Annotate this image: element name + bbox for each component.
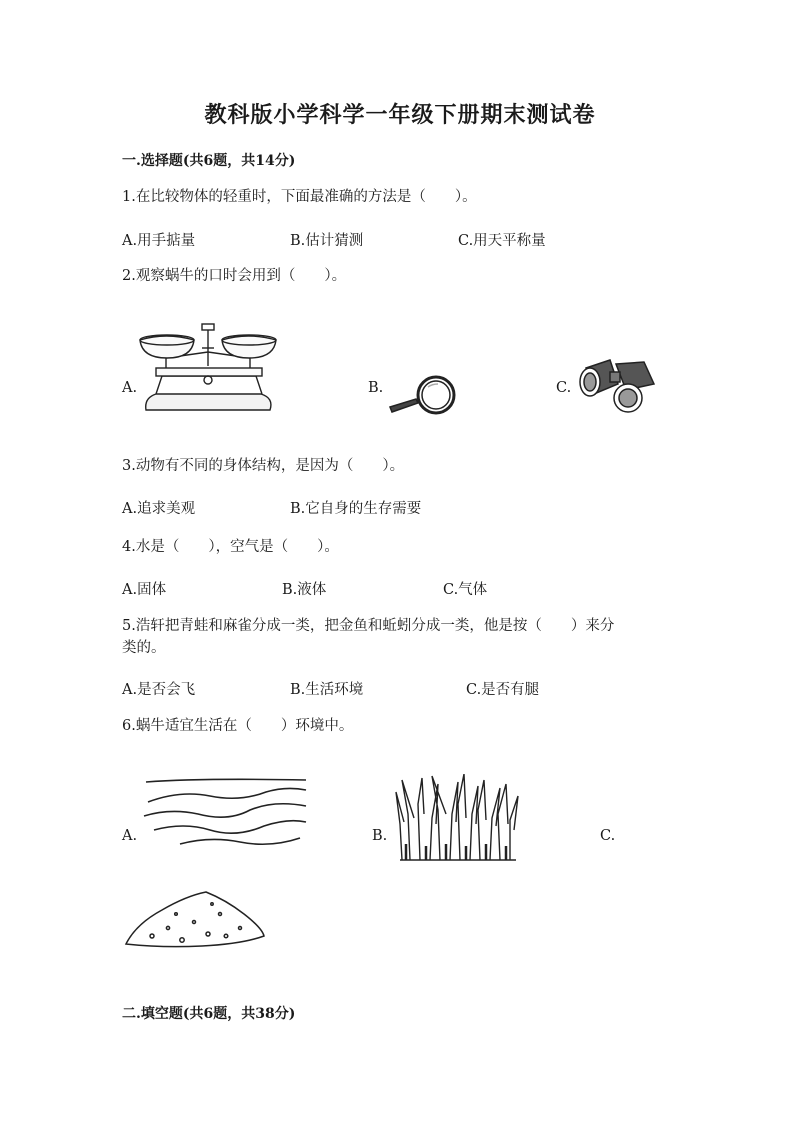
section-heading-choice: 一.选择题(共6题，共14分) — [122, 153, 296, 169]
section-heading-fill-in: 二.填空题(共6题，共38分) — [122, 1006, 296, 1022]
question-5-line-2: 类的。 — [122, 640, 166, 656]
binoculars-icon — [576, 354, 660, 418]
question-2: 2.观察蜗牛的口时会用到（ ）。 — [122, 268, 347, 284]
question-5-option-b[interactable]: B.生活环境 — [290, 682, 364, 698]
page-title: 教科版小学科学一年级下册期末测试卷 — [204, 102, 596, 128]
magnifying-glass-icon — [386, 375, 466, 419]
question-3-option-a[interactable]: A.追求美观 — [122, 501, 196, 517]
question-5-line-1: 5.浩轩把青蛙和麻雀分成一类，把金鱼和蚯蚓分成一类，他是按（ ）来分 — [122, 618, 615, 634]
question-5-option-c[interactable]: C.是否有腿 — [466, 682, 540, 698]
question-2-option-a[interactable]: A. — [122, 380, 138, 396]
question-5-option-a[interactable]: A.是否会飞 — [122, 682, 196, 698]
question-4-option-b[interactable]: B.液体 — [282, 582, 327, 598]
soil-pile-icon — [122, 884, 268, 950]
question-4-option-a[interactable]: A.固体 — [122, 582, 167, 598]
question-4: 4.水是（ ），空气是（ ）。 — [122, 539, 339, 555]
question-6-option-c[interactable]: C. — [600, 828, 616, 844]
question-2-option-c[interactable]: C. — [556, 380, 572, 396]
grass-icon — [392, 774, 524, 864]
question-1-option-a[interactable]: A.用手掂量 — [122, 233, 196, 249]
question-1-option-c[interactable]: C.用天平称量 — [458, 233, 546, 249]
question-4-option-c[interactable]: C.气体 — [443, 582, 488, 598]
question-1: 1.在比较物体的轻重时，下面最准确的方法是（ ）。 — [122, 189, 477, 205]
question-6-option-b[interactable]: B. — [372, 828, 388, 844]
question-3-option-b[interactable]: B.它自身的生存需要 — [290, 501, 422, 517]
question-6-option-a[interactable]: A. — [122, 828, 138, 844]
question-6: 6.蜗牛适宜生活在（ ）环境中。 — [122, 718, 354, 734]
question-2-option-b[interactable]: B. — [368, 380, 384, 396]
water-waves-icon — [140, 774, 310, 850]
balance-scale-icon — [136, 318, 281, 414]
question-1-option-b[interactable]: B.估计猜测 — [290, 233, 364, 249]
question-3: 3.动物有不同的身体结构，是因为（ ）。 — [122, 458, 405, 474]
